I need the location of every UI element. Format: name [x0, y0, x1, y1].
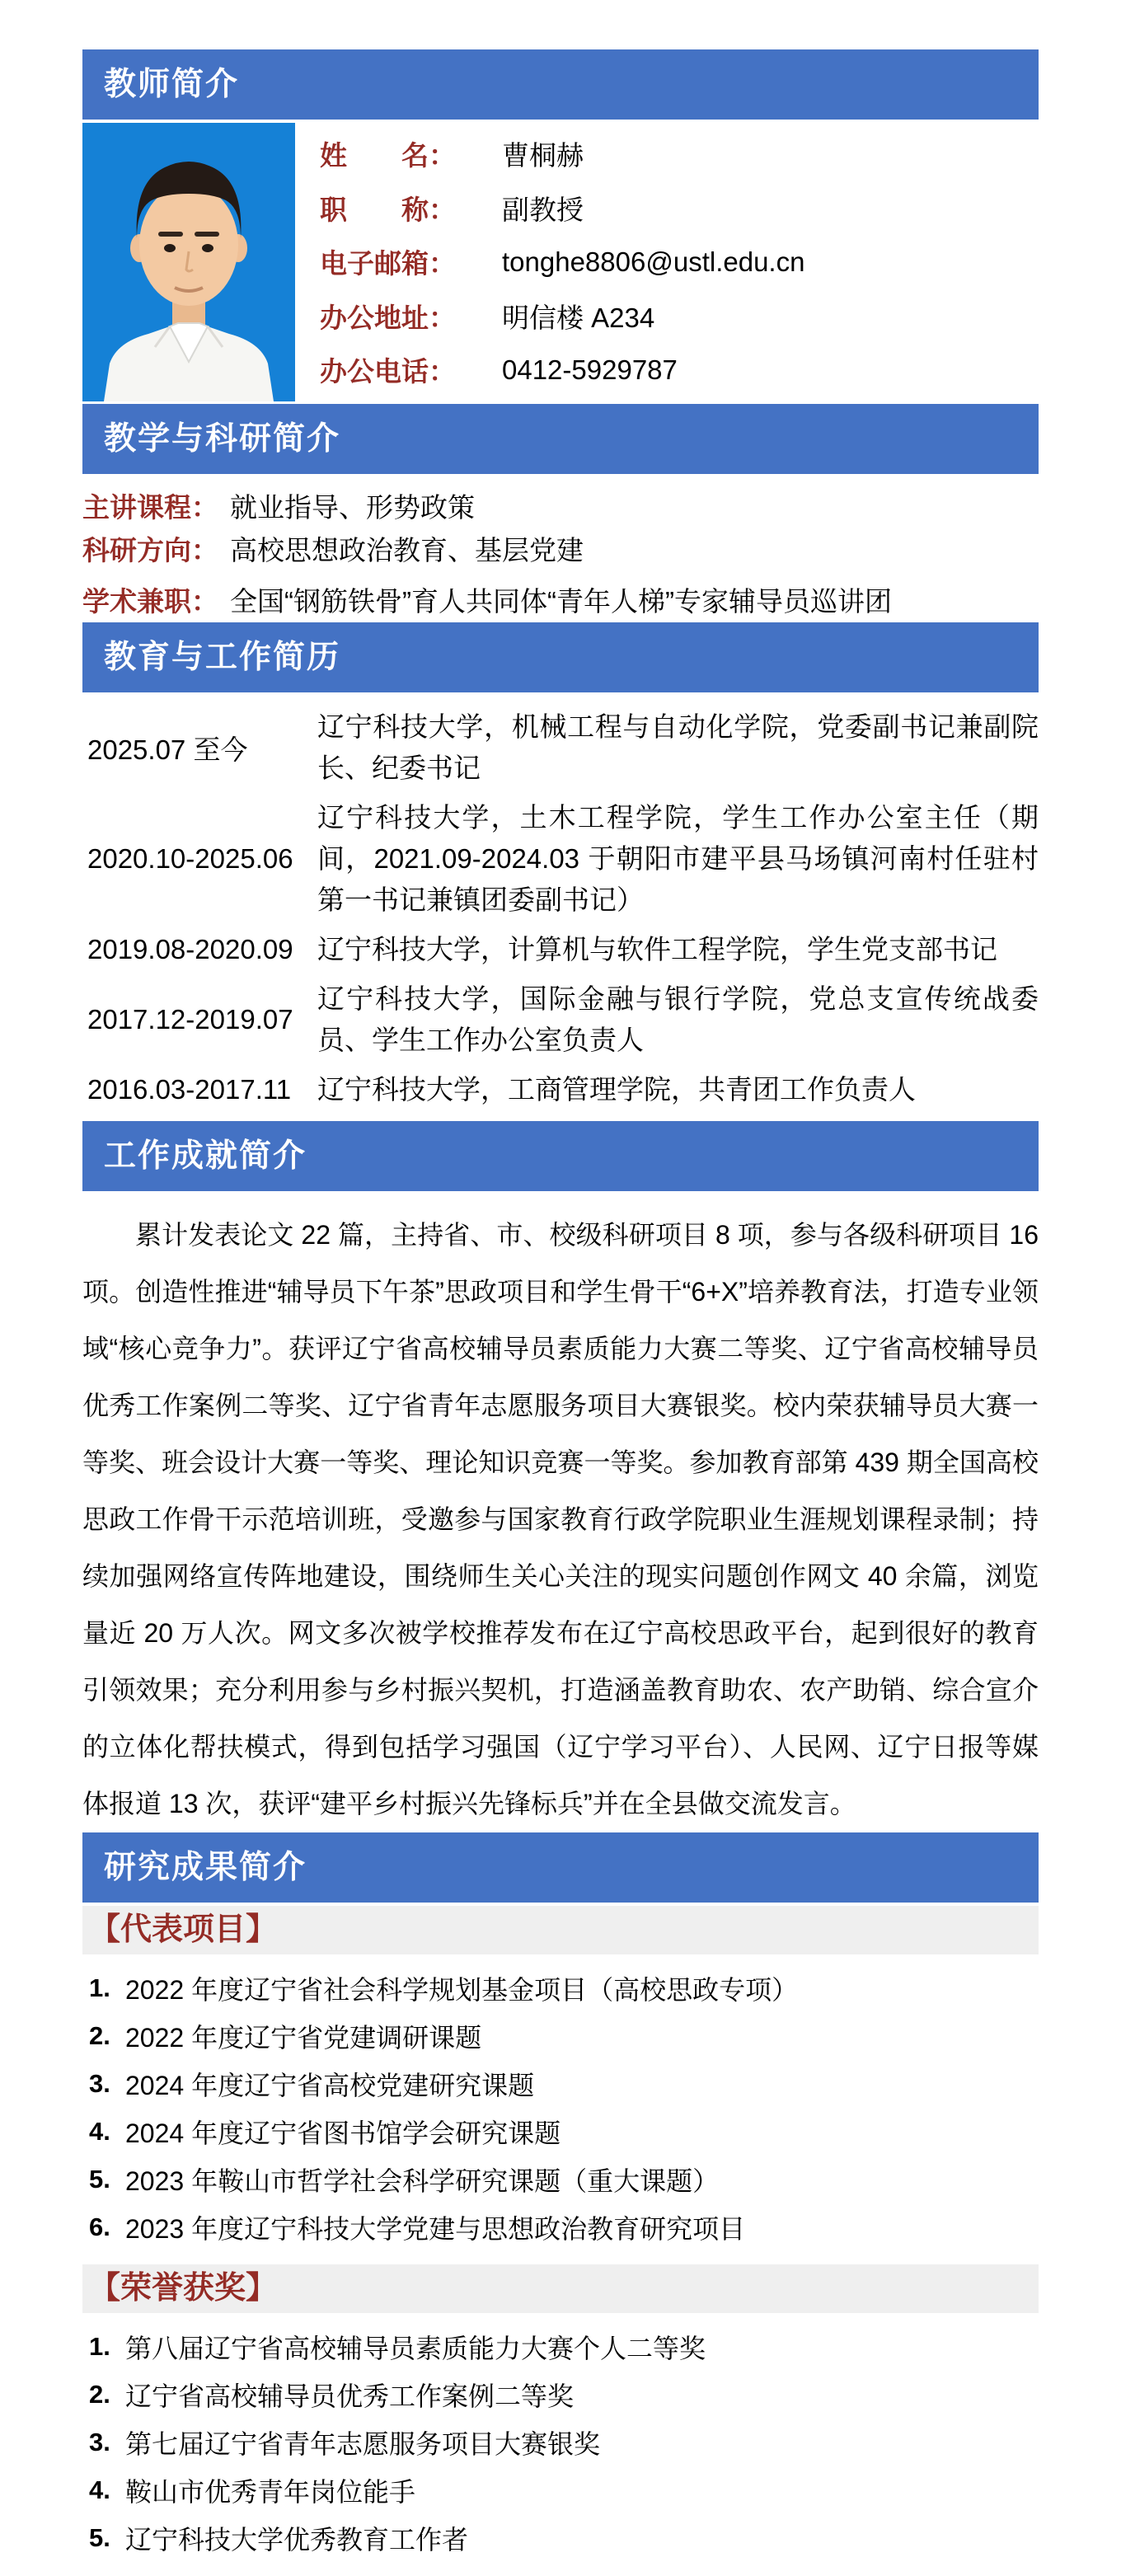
- teaching-label: 学术兼职: [82, 585, 191, 617]
- field-label: 办公电话: [320, 356, 429, 387]
- item-number: 5.: [89, 2523, 110, 2552]
- subsection-title: 【荣誉获奖】: [89, 2271, 278, 2306]
- profile-field-row: [320, 297, 1039, 335]
- history-period: 2019.08-2020.09: [87, 934, 293, 964]
- section-title: 工作成就简介: [104, 1138, 307, 1174]
- projects-list: [82, 1954, 1039, 2261]
- item-number: 5.: [89, 2165, 110, 2194]
- teaching-value: 全国“钢筋铁骨”育人共同体“青年人梯”专家辅导员巡讲团: [230, 585, 892, 617]
- section-header-research-results: [82, 1832, 1039, 1903]
- field-value: 曹桐赫: [502, 140, 584, 171]
- item-text: 第八届辽宁省高校辅导员素质能力大赛个人二等奖: [125, 2334, 706, 2363]
- section-header-teacher-profile: [82, 49, 1039, 120]
- teaching-value: 高校思想政治教育、基层党建: [230, 534, 584, 565]
- field-label: 办公地址: [320, 302, 429, 333]
- history-entry: [82, 702, 1039, 793]
- subsection-header-projects: [82, 1906, 1039, 1954]
- item-number: 2.: [89, 2380, 110, 2409]
- item-text: 2023 年鞍山市哲学社会科学研究课题（重大课题）: [125, 2166, 720, 2196]
- profile-field-row: [320, 242, 1039, 281]
- item-text: 2023 年度辽宁科技大学党建与思想政治教育研究项目: [125, 2214, 746, 2244]
- teaching-colon: ：: [191, 491, 218, 523]
- history-period: 2016.03-2017.11: [87, 1074, 292, 1105]
- item-number: 4.: [89, 2117, 110, 2146]
- section-header-history: [82, 622, 1039, 692]
- item-text: 2022 年度辽宁省社会科学规划基金项目（高校思政专项）: [125, 1975, 799, 2005]
- history-entry: [82, 925, 1039, 974]
- item-text: 2024 年度辽宁省高校党建研究课题: [125, 2071, 535, 2100]
- history-entry: [82, 1065, 1039, 1114]
- profile-fields: [295, 123, 1039, 404]
- field-label: 姓名: [320, 140, 429, 171]
- awards-list: [82, 2313, 1039, 2572]
- field-value: 明信楼 A234: [502, 302, 655, 333]
- award-item: [82, 2514, 1039, 2562]
- field-colon: ：: [429, 248, 456, 279]
- field-colon: ：: [429, 356, 456, 387]
- teaching-row: [82, 484, 1039, 527]
- field-colon: ：: [429, 302, 456, 333]
- item-number: 1.: [89, 2332, 110, 2361]
- section-title: 教师简介: [104, 67, 240, 102]
- teaching-block: [82, 474, 1039, 622]
- history-description: 辽宁科技大学，机械工程与自动化学院，党委副书记兼副院长、纪委书记: [317, 711, 1039, 783]
- teacher-photo-illustration: [82, 123, 295, 401]
- project-item: [82, 2203, 1039, 2251]
- field-label: 电子邮箱: [320, 248, 429, 279]
- history-description: 辽宁科技大学，土木工程学院，学生工作办公室主任（期间，2021.09-2024.03 于朝阳市建平县马场镇河南村任驻村第一书记兼镇团委副书记）: [317, 802, 1039, 915]
- award-item: [82, 2466, 1039, 2514]
- history-period: 2020.10-2025.06: [87, 843, 293, 874]
- teaching-label: 科研方向: [82, 534, 191, 565]
- item-number: 3.: [89, 2069, 110, 2098]
- project-item: [82, 2012, 1039, 2060]
- section-title: 教育与工作简历: [104, 640, 341, 675]
- field-colon: ：: [429, 194, 456, 225]
- history-entry: [82, 793, 1039, 925]
- award-item: [82, 2371, 1039, 2419]
- field-value: tonghe8806@ustl.edu.cn: [502, 246, 805, 277]
- field-value: 0412-5929787: [502, 354, 678, 385]
- project-item: [82, 1964, 1039, 2012]
- award-item: [82, 2419, 1039, 2466]
- history-entry: [82, 974, 1039, 1065]
- history-period: 2017.12-2019.07: [87, 1004, 293, 1035]
- teaching-row: [82, 578, 1039, 621]
- profile-field-row: [320, 134, 1039, 173]
- teaching-colon: ：: [191, 585, 218, 617]
- subsection-title: 【代表项目】: [89, 1912, 278, 1947]
- history-description: 辽宁科技大学，计算机与软件工程学院，学生党支部书记: [317, 934, 997, 964]
- subsection-header-awards: [82, 2264, 1039, 2313]
- item-text: 第七届辽宁省青年志愿服务项目大赛银奖: [125, 2429, 601, 2459]
- teacher-photo: [82, 123, 295, 401]
- project-item: [82, 2108, 1039, 2156]
- section-header-achievements: [82, 1121, 1039, 1191]
- section-title: 教学与科研简介: [104, 421, 341, 457]
- profile-field-row: [320, 350, 1039, 389]
- field-label: 职称: [320, 194, 429, 225]
- profile-block: [82, 123, 1039, 404]
- item-text: 鞍山市优秀青年岗位能手: [125, 2477, 416, 2507]
- section-header-teaching-research: [82, 404, 1039, 474]
- item-number: 6.: [89, 2212, 110, 2241]
- history-description: 辽宁科技大学，工商管理学院，共青团工作负责人: [317, 1074, 916, 1105]
- section-title: 研究成果简介: [104, 1850, 307, 1885]
- profile-field-row: [320, 189, 1039, 228]
- item-text: 2022 年度辽宁省党建调研课题: [125, 2023, 482, 2053]
- field-value: 副教授: [502, 194, 584, 225]
- field-colon: ：: [429, 140, 456, 171]
- item-number: 3.: [89, 2428, 110, 2456]
- history-block: [82, 692, 1039, 1121]
- item-text: 辽宁科技大学优秀教育工作者: [125, 2525, 469, 2555]
- item-text: 辽宁省高校辅导员优秀工作案例二等奖: [125, 2381, 575, 2411]
- history-description: 辽宁科技大学，国际金融与银行学院，党总支宣传统战委员、学生工作办公室负责人: [317, 983, 1039, 1055]
- teacher-profile-page: [82, 0, 1039, 2572]
- teaching-colon: ：: [191, 534, 218, 565]
- history-period: 2025.07 至今: [87, 734, 248, 765]
- item-number: 4.: [89, 2475, 110, 2504]
- project-item: [82, 2060, 1039, 2108]
- achievements-paragraph: 累计发表论文 22 篇，主持省、市、校级科研项目 8 项，参与各级科研项目 16 项。创造性推进“辅导员下午茶”思政项目和学生骨干“6+X”培养教育法，打造专业领域“核心竞争力”。获评辽宁省高校辅导员素质能力大赛二等奖、辽宁省高校辅导员优秀工作案例二等奖、辽宁省青年志愿服务项目大赛银奖。校内荣获辅导员大赛一等奖、班会设计大赛一等奖、理论知识竞赛一等奖。参加教育部第 439 期全国高校思政工作骨干示范培训班，受邀参与国家教育行政学院职业生涯规划课程录制；持续加强网络宣传阵地建设，围绕师生关心关注的现实问题创作网文 40 余篇，浏览量近 20 万人次。网文多次被学校推荐发布在辽宁高校思政平台，起到很好的教育引领效果；充分利用参与乡村振兴契机，打造涵盖教育助农、农产助销、综合宣介的立体化帮扶模式，得到包括学习强国（辽宁学习平台）、人民网、辽宁日报等媒体报道 13 次，获评“建平乡村振兴先锋标兵”并在全县做交流发言。: [82, 1220, 1039, 1818]
- award-item: [82, 2323, 1039, 2371]
- item-text: 2024 年度辽宁省图书馆学会研究课题: [125, 2119, 561, 2148]
- teaching-row: [82, 527, 1039, 570]
- teaching-label: 主讲课程: [82, 491, 191, 523]
- item-number: 2.: [89, 2021, 110, 2050]
- item-number: 1.: [89, 1973, 110, 2002]
- project-item: [82, 2156, 1039, 2203]
- teaching-value: 就业指导、形势政策: [230, 491, 475, 523]
